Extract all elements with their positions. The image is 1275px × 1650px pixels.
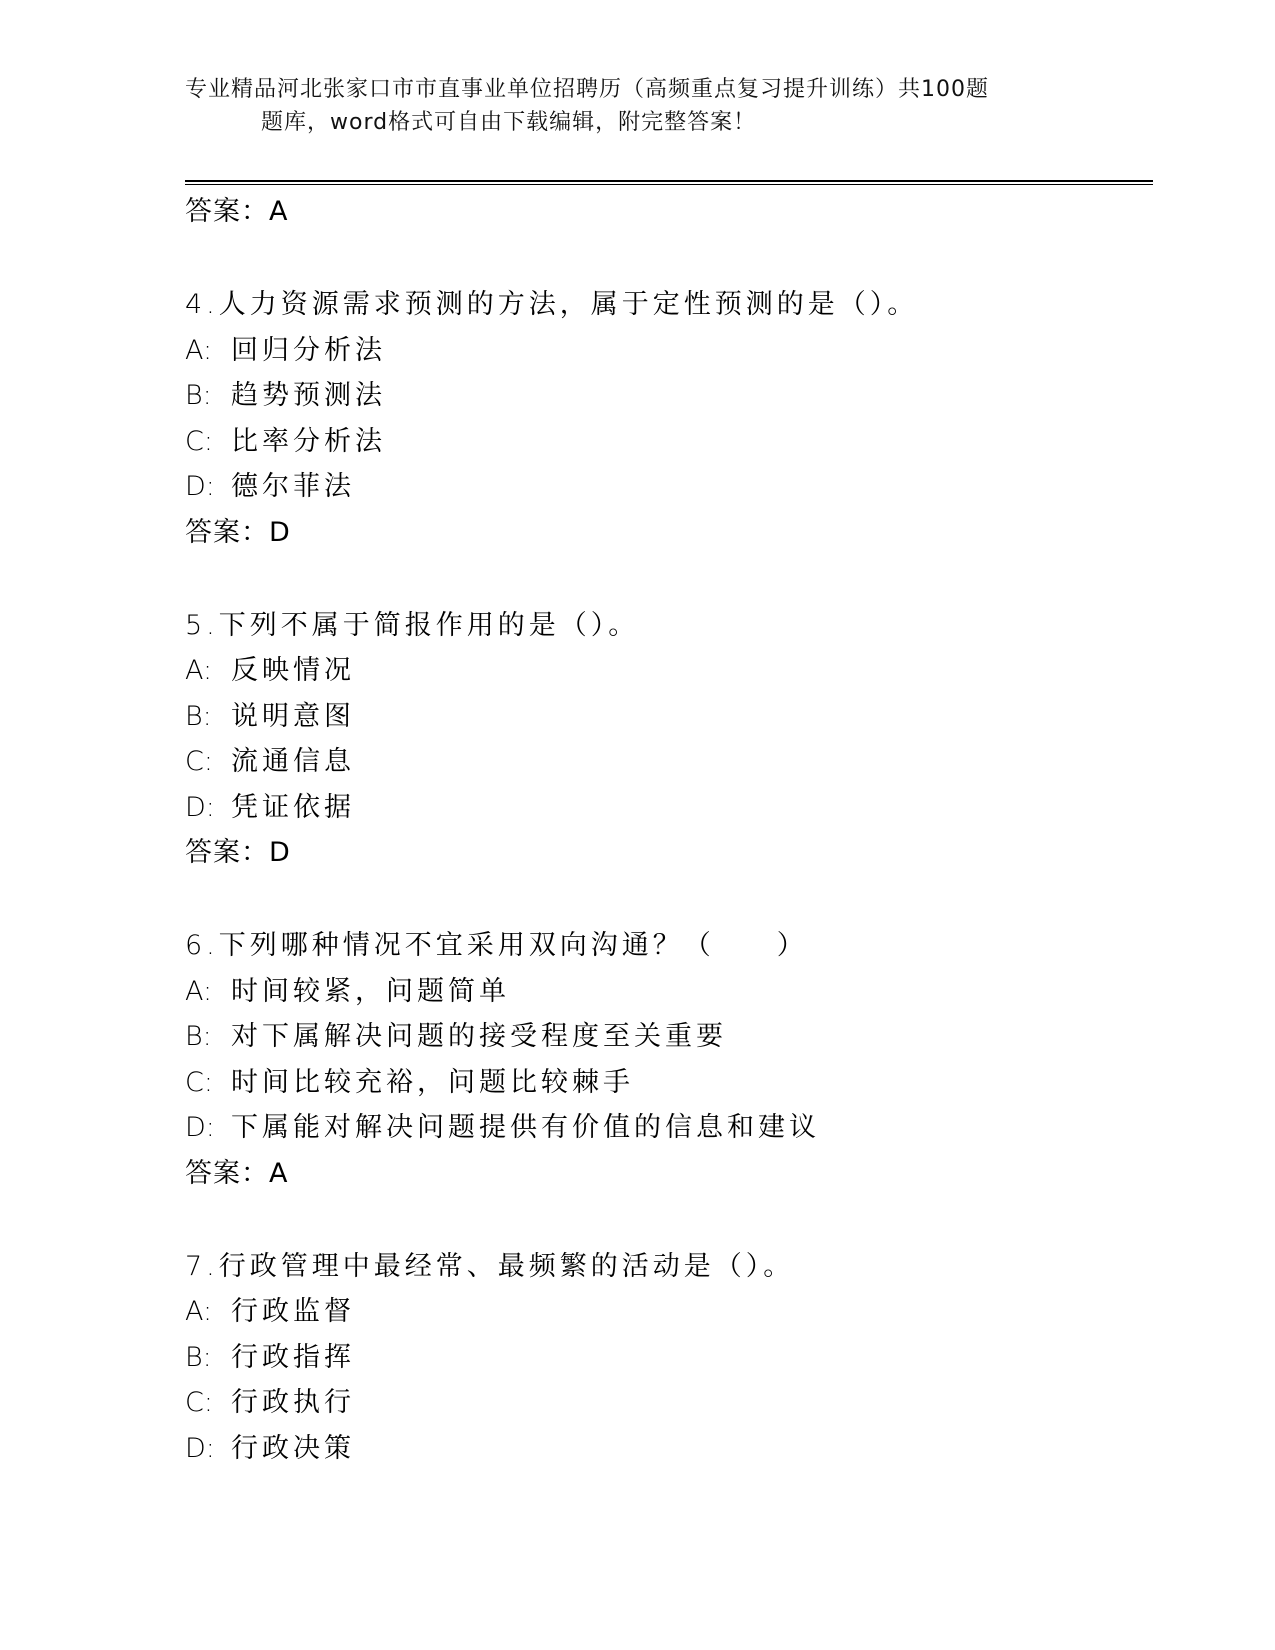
option-text: 德尔菲法 <box>231 471 355 502</box>
option-text: 下属能对解决问题提供有价值的信息和建议 <box>231 1112 820 1143</box>
question-block <box>185 282 1145 556</box>
option-text: 回归分析法 <box>231 334 386 366</box>
option-letter: C: <box>185 1387 213 1418</box>
spacer <box>185 235 1145 282</box>
option-text: 凭证依据 <box>231 791 355 823</box>
option-letter: C: <box>185 746 213 777</box>
option-b <box>185 373 1145 419</box>
option-letter: B: <box>185 1021 212 1052</box>
option-letter: B: <box>185 700 212 732</box>
answer-line: 答案：D <box>185 837 291 868</box>
option-text: 行政指挥 <box>231 1341 355 1373</box>
option-letter: C: <box>185 1066 213 1098</box>
option-d <box>185 785 1145 831</box>
option-d <box>185 1105 1145 1151</box>
option-c <box>185 1380 1145 1426</box>
spacer <box>185 1197 1145 1244</box>
answer-line: 答案：D <box>185 516 291 548</box>
question-block <box>185 923 1145 1197</box>
option-letter: D: <box>185 471 215 502</box>
option-d <box>185 464 1145 510</box>
option-letter: D: <box>185 1432 215 1464</box>
option-a <box>185 969 1145 1015</box>
spacer <box>185 876 1145 923</box>
option-c <box>185 1060 1145 1106</box>
answer-line: 答案：A <box>185 1157 289 1189</box>
spacer <box>185 556 1145 603</box>
document-header <box>185 73 1065 139</box>
option-letter: A: <box>185 655 213 686</box>
option-b <box>185 1014 1145 1060</box>
option-text: 行政监督 <box>231 1296 355 1327</box>
question-text: 4.人力资源需求预测的方法，属于定性预测的是（）。 <box>185 289 919 320</box>
option-a <box>185 648 1145 694</box>
header-title-line2: 题库，word格式可自由下载编辑，附完整答案！ <box>261 110 757 135</box>
option-d <box>185 1426 1145 1472</box>
question-list <box>185 189 1145 1471</box>
header-title-line1: 专业精品河北张家口市市直事业单位招聘历（高频重点复习提升训练）共100题 <box>185 77 989 102</box>
option-letter: D: <box>185 1112 215 1143</box>
option-letter: A: <box>185 334 213 366</box>
option-a <box>185 1289 1145 1335</box>
question-text: 7.行政管理中最经常、最频繁的活动是（）。 <box>185 1250 795 1282</box>
option-letter: A: <box>185 975 213 1007</box>
option-text: 说明意图 <box>231 700 355 732</box>
option-b <box>185 694 1145 740</box>
option-text: 时间比较充裕，问题比较棘手 <box>231 1066 634 1098</box>
option-text: 比率分析法 <box>231 425 386 457</box>
option-letter: B: <box>185 380 212 411</box>
option-c <box>185 739 1145 785</box>
option-text: 行政执行 <box>231 1387 355 1418</box>
option-c <box>185 419 1145 465</box>
option-text: 趋势预测法 <box>231 380 386 411</box>
option-letter: D: <box>185 791 215 823</box>
option-letter: B: <box>185 1341 212 1373</box>
question-block <box>185 1244 1145 1472</box>
option-text: 反映情况 <box>231 655 355 686</box>
question-text: 5.下列不属于简报作用的是（）。 <box>185 609 640 641</box>
option-letter: A: <box>185 1296 213 1327</box>
option-text: 流通信息 <box>231 746 355 777</box>
question-block <box>185 603 1145 877</box>
option-a <box>185 328 1145 374</box>
option-letter: C: <box>185 425 213 457</box>
option-text: 对下属解决问题的接受程度至关重要 <box>231 1021 727 1052</box>
question-text: 6.下列哪种情况不宜采用双向沟通？（ ） <box>185 930 808 961</box>
header-divider <box>185 180 1153 185</box>
answer-line: 答案：A <box>185 196 289 227</box>
option-text: 时间较紧，问题简单 <box>231 975 510 1007</box>
option-b <box>185 1335 1145 1381</box>
option-text: 行政决策 <box>231 1432 355 1464</box>
